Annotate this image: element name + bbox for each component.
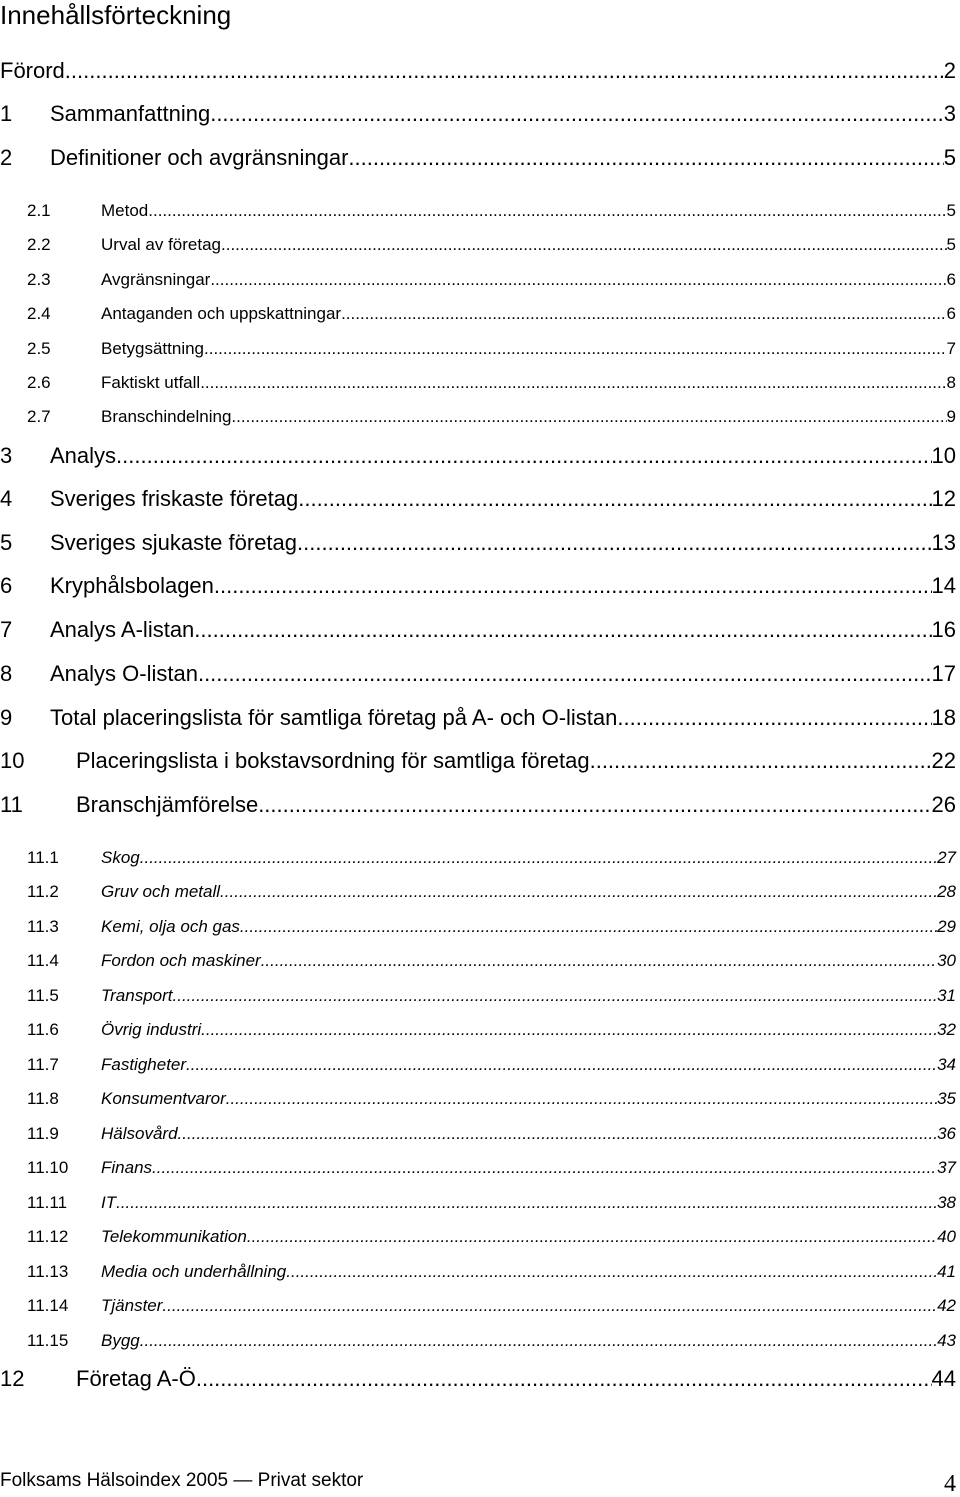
- toc-leader-dots: [186, 1055, 937, 1075]
- toc-leader-dots: [240, 917, 937, 937]
- toc-leader-dots: [617, 705, 931, 731]
- toc-entry-number: 2.1: [27, 201, 51, 220]
- toc-entry-label: Placeringslista i bokstavsordning för samtliga företag: [76, 748, 590, 773]
- toc-entry-number: 11.11: [27, 1193, 68, 1212]
- footer-text: Folksams Hälsoindex 2005 — Privat sektor: [0, 1470, 364, 1491]
- toc-entry-label: Förord: [0, 58, 65, 83]
- toc-entry-page: 5: [943, 145, 956, 170]
- toc-entry-page: 35: [937, 1089, 956, 1108]
- toc-entry-11-3[interactable]: [0, 917, 956, 937]
- toc-entry-4[interactable]: [0, 486, 956, 512]
- toc-entry-number: 12: [0, 1366, 25, 1391]
- toc-entry-label: Finans: [101, 1158, 153, 1177]
- toc-entry-page: 27: [937, 848, 956, 867]
- toc-entry-2-6[interactable]: [0, 373, 956, 393]
- toc-leader-dots: [210, 101, 944, 127]
- toc-entry-number: 11.5: [27, 986, 59, 1005]
- toc-leader-dots: [261, 951, 937, 971]
- toc-entry-label: Transport: [101, 986, 173, 1005]
- toc-entry-2-7[interactable]: [0, 407, 956, 427]
- toc-leader-dots: [348, 145, 943, 171]
- toc-entry-label: Kryphålsbolagen: [50, 573, 214, 598]
- toc-entry-number: 10: [0, 748, 25, 773]
- toc-entry-number: 11.9: [27, 1124, 59, 1143]
- page-footer: [0, 1470, 956, 1497]
- toc-entry-label: Skog: [101, 848, 140, 867]
- toc-entry-11-2[interactable]: [0, 882, 956, 902]
- toc-entry-label: Konsumentvaror: [101, 1089, 226, 1108]
- toc-entry-label: Analys: [50, 443, 117, 468]
- toc-entry-label: Sveriges friskaste företag: [50, 486, 299, 511]
- toc-entry-page: 34: [937, 1055, 956, 1074]
- toc-entry-label: Övrig industri: [101, 1020, 202, 1039]
- toc-entry-page: 41: [937, 1262, 956, 1281]
- toc-entry-label: Tjänster: [101, 1296, 163, 1315]
- toc-entry-number: 11.13: [27, 1262, 69, 1281]
- toc-entry-label: Telekommunikation: [101, 1227, 247, 1246]
- toc-entry-number: 5: [0, 530, 13, 555]
- toc-entry-page: 22: [931, 748, 956, 773]
- toc-entry-11-15[interactable]: [0, 1331, 956, 1351]
- toc-leader-dots: [152, 1158, 937, 1178]
- toc-entry-number: 11.10: [27, 1158, 69, 1177]
- toc-entry-number: 2.5: [27, 339, 51, 358]
- toc-entry-number: 6: [0, 573, 13, 598]
- toc-entry-number: 9: [0, 705, 13, 730]
- toc-entry-number: 1: [0, 101, 13, 126]
- toc-entry-3[interactable]: [0, 443, 956, 469]
- toc-entry-label: Kemi, olja och gas: [101, 917, 240, 936]
- toc-entry-page: 5: [946, 235, 956, 254]
- toc-leader-dots: [194, 617, 931, 643]
- toc-entry-page: 6: [946, 270, 956, 289]
- toc-leader-dots: [162, 1296, 937, 1316]
- toc-leader-dots: [178, 1124, 938, 1144]
- toc-leader-dots: [286, 1262, 937, 1282]
- toc-entry-number: 11.15: [27, 1331, 69, 1350]
- toc-leader-dots: [226, 1089, 937, 1109]
- toc-entry-page: 42: [937, 1296, 956, 1315]
- toc-entry-11-14[interactable]: [0, 1296, 956, 1316]
- toc-entry-label: Bygg: [101, 1331, 140, 1350]
- toc-entry-number: 7: [0, 617, 13, 642]
- toc-entry-2-5[interactable]: [0, 339, 956, 359]
- toc-entry-number: 11.12: [27, 1227, 69, 1246]
- toc-entry-page: 5: [946, 201, 956, 220]
- toc-entry-label: Sveriges sjukaste företag: [50, 530, 298, 555]
- toc-entry-11-5[interactable]: [0, 986, 956, 1006]
- toc-entry-number: 2: [0, 145, 13, 170]
- toc-entry-11-12[interactable]: [0, 1227, 956, 1247]
- toc-entry-2-4[interactable]: [0, 304, 956, 324]
- toc-entry-page: 12: [931, 486, 956, 511]
- toc-entry-11-8[interactable]: [0, 1089, 956, 1109]
- toc-entry-11-13[interactable]: [0, 1262, 956, 1282]
- toc-entry-page: 28: [937, 882, 956, 901]
- toc-entry-12[interactable]: [0, 1366, 956, 1392]
- toc-entry-label: Definitioner och avgränsningar: [50, 145, 349, 170]
- toc-entry-page: 40: [937, 1227, 956, 1246]
- toc-entry-label: Avgränsningar: [101, 270, 211, 289]
- toc-leader-dots: [173, 986, 938, 1006]
- toc-entry-label: Branschindelning: [101, 407, 232, 426]
- toc-entry-number: 8: [0, 661, 13, 686]
- toc-entry-2-3[interactable]: [0, 270, 956, 290]
- toc-entry-2[interactable]: [0, 145, 956, 171]
- toc-leader-dots: [220, 882, 937, 902]
- toc-leader-dots: [231, 407, 946, 427]
- toc-entry-label: Fastigheter: [101, 1055, 187, 1074]
- toc-entry-label: Analys A-listan: [50, 617, 195, 642]
- page-title: Innehållsförteckning: [0, 0, 232, 30]
- toc-leader-dots: [214, 573, 932, 599]
- toc-entry-number: 2.2: [27, 235, 51, 254]
- toc-leader-dots: [200, 373, 946, 393]
- toc-entry-page: 30: [937, 951, 956, 970]
- toc-leader-dots: [258, 792, 931, 818]
- toc-leader-dots: [221, 235, 947, 255]
- toc-entry-number: 3: [0, 443, 13, 468]
- toc-entry-number: 11.6: [27, 1020, 59, 1039]
- toc-entry-label: IT: [101, 1193, 117, 1212]
- toc-entry-label: Antaganden och uppskattningar: [101, 304, 342, 323]
- toc-entry-9[interactable]: [0, 705, 956, 731]
- toc-entry-2-1[interactable]: [0, 201, 956, 221]
- toc-entry-label: Företag A-Ö: [76, 1366, 196, 1391]
- toc-entry-8[interactable]: [0, 661, 956, 687]
- toc-entry-label: Fordon och maskiner: [101, 951, 261, 970]
- toc-entry-page: 3: [943, 101, 956, 126]
- toc-leader-dots: [247, 1227, 937, 1247]
- toc-leader-dots: [140, 848, 937, 868]
- toc-leader-dots: [297, 530, 931, 556]
- toc-leader-dots: [196, 1366, 932, 1392]
- toc-entry-page: 36: [937, 1124, 956, 1143]
- toc-entry-page: 2: [943, 58, 956, 83]
- toc-entry-number: 11.4: [27, 951, 59, 970]
- toc-leader-dots: [210, 270, 946, 290]
- toc-entry-7[interactable]: [0, 617, 956, 643]
- toc-entry-11-10[interactable]: [0, 1158, 956, 1178]
- toc-entry-11[interactable]: [0, 792, 956, 818]
- toc-entry-10[interactable]: [0, 748, 956, 774]
- toc-leader-dots: [65, 58, 944, 84]
- toc-leader-dots: [148, 201, 946, 221]
- toc-entry-page: 14: [931, 573, 956, 598]
- toc-entry-11-4[interactable]: [0, 951, 956, 971]
- toc-entry-page: 29: [937, 917, 956, 936]
- toc-entry-page: 32: [937, 1020, 956, 1039]
- toc-entry-page: 9: [946, 407, 956, 426]
- toc-leader-dots: [140, 1331, 937, 1351]
- toc-entry-label: Gruv och metall: [101, 882, 221, 901]
- toc-entry-page: 37: [937, 1158, 956, 1177]
- toc-entry-label: Metod: [101, 201, 149, 220]
- toc-leader-dots: [590, 748, 932, 774]
- toc-entry-page: 17: [931, 661, 956, 686]
- toc-entry-label: Branschjämförelse: [76, 792, 259, 817]
- toc-leader-dots: [204, 339, 947, 359]
- toc-entry-11-6[interactable]: [0, 1020, 956, 1040]
- toc-entry-1[interactable]: [0, 101, 956, 127]
- toc-entry-label: Betygsättning: [101, 339, 205, 358]
- toc-entry-page: 31: [937, 986, 956, 1005]
- toc-entry-page: 26: [931, 792, 956, 817]
- toc-entry-number: 2.3: [27, 270, 51, 289]
- toc-entry-11-11[interactable]: [0, 1193, 956, 1213]
- toc-entry-page: 18: [931, 705, 956, 730]
- toc-entry-label: Media och underhållning: [101, 1262, 287, 1281]
- toc-entry-number: 11.14: [27, 1296, 69, 1315]
- toc-entry-6[interactable]: [0, 573, 956, 599]
- toc-entry-label: Hälsovård: [101, 1124, 178, 1143]
- toc-entry-number: 4: [0, 486, 13, 511]
- toc-entry-2-2[interactable]: [0, 235, 956, 255]
- toc-leader-dots: [198, 661, 932, 687]
- toc-entry-11-7[interactable]: [0, 1055, 956, 1075]
- toc-entry-page: 38: [937, 1193, 956, 1212]
- toc-entry-number: 11.7: [27, 1055, 59, 1074]
- toc-entry-number: 2.6: [27, 373, 51, 392]
- toc-entry-page: 6: [946, 304, 956, 323]
- toc-leader-dots: [298, 486, 931, 512]
- toc-leader-dots: [341, 304, 946, 324]
- toc-entry-number: 11.3: [27, 917, 59, 936]
- toc-entry-forord[interactable]: [0, 58, 956, 84]
- toc-entry-page: 13: [931, 530, 956, 555]
- toc-entry-page: 43: [937, 1331, 956, 1350]
- toc-entry-page: 10: [931, 443, 956, 468]
- toc-entry-label: Urval av företag: [101, 235, 221, 254]
- toc-entry-label: Analys O-listan: [50, 661, 198, 686]
- toc-entry-page: 7: [946, 339, 956, 358]
- toc-entry-11-9[interactable]: [0, 1124, 956, 1144]
- toc-entry-label: Total placeringslista för samtliga företag på A- och O-listan: [50, 705, 618, 730]
- toc-entry-label: Sammanfattning: [50, 101, 211, 126]
- toc-leader-dots: [116, 443, 931, 469]
- toc-entry-number: 2.4: [27, 304, 51, 323]
- toc-entry-number: 11.8: [27, 1089, 59, 1108]
- toc-entry-11-1[interactable]: [0, 848, 956, 868]
- toc-entry-number: 11.2: [27, 882, 59, 901]
- toc-entry-page: 16: [931, 617, 956, 642]
- toc-leader-dots: [201, 1020, 937, 1040]
- toc-entry-5[interactable]: [0, 530, 956, 556]
- toc-entry-number: 11.1: [27, 848, 59, 867]
- footer-page-number: 4: [944, 1471, 956, 1497]
- toc-leader-dots: [116, 1193, 937, 1213]
- toc-entry-number: 2.7: [27, 407, 51, 426]
- toc-entry-page: 44: [931, 1366, 956, 1391]
- toc-entry-page: 8: [946, 373, 956, 392]
- toc-entry-number: 11: [0, 792, 23, 817]
- toc-entry-label: Faktiskt utfall: [101, 373, 201, 392]
